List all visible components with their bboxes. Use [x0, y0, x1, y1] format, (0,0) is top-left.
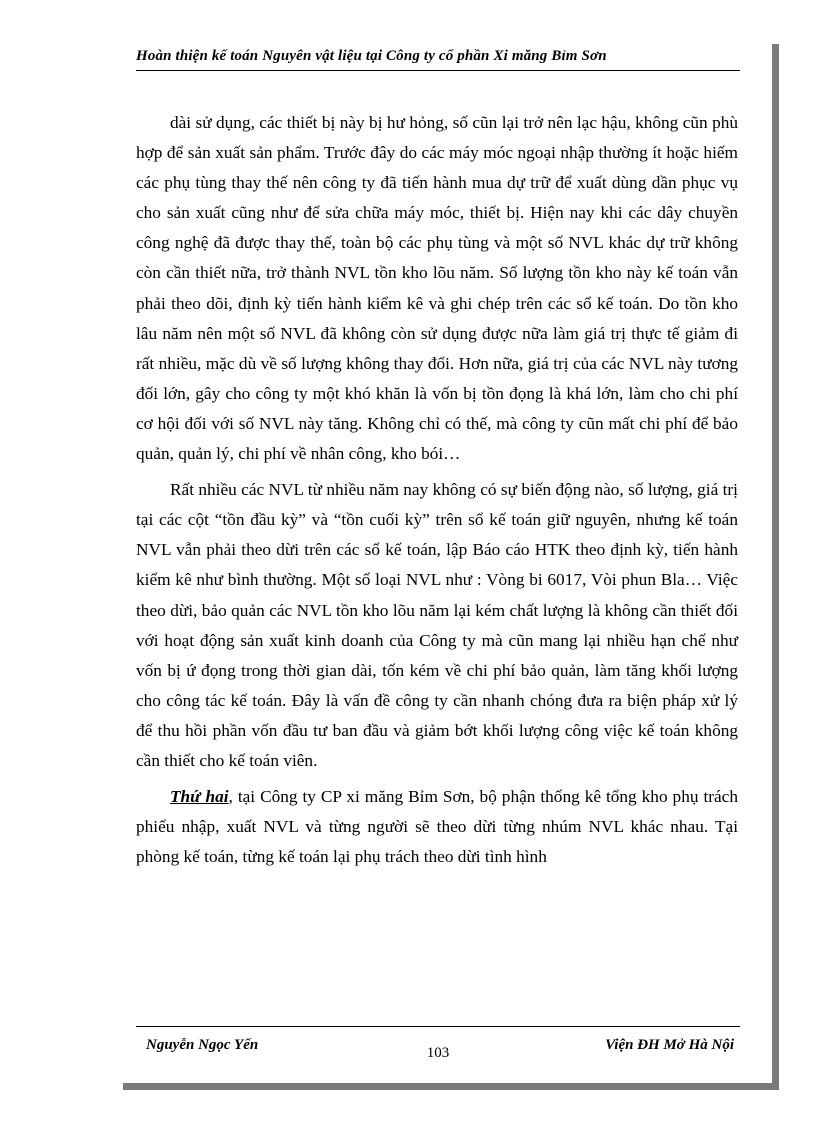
footer-rule: [136, 1026, 740, 1027]
paragraph-3-text: , tại Công ty CP xi măng Bỉm Sơn, bộ phận thống kê tổng kho phụ trách phiếu nhập, xuất NVL và từng người sẽ theo dừi từng nhúm NVL khác nhau. Tại phòng kế toán, từng kế toán lại phụ trách theo dừi tình hình: [136, 787, 738, 867]
body-text: [136, 108, 738, 872]
footer-institution: Viện ĐH Mở Hà Nội: [605, 1037, 734, 1053]
paragraph-3: [136, 782, 738, 872]
page-frame-shadow-right: [772, 44, 779, 1087]
page-frame-shadow-bottom: [123, 1083, 779, 1090]
header-rule: [136, 70, 740, 71]
running-header-title: Hoàn thiện kế toán Nguyên vật liệu tại Công ty cổ phần Xi măng Bỉm Sơn: [136, 48, 607, 64]
paragraph-3-run-in-heading: Thứ hai: [170, 787, 229, 807]
paragraph-2: Rất nhiều các NVL từ nhiều năm nay không có sự biến động nào, số lượng, giá trị tại các cột “tồn đầu kỳ” và “tồn cuối kỳ” trên sổ kế toán giữ nguyên, nhưng kế toán NVL vẫn phải theo dừi trên các sổ kế toán, lập Báo cáo HTK theo định kỳ, tiến hành kiểm kê như bình thường. Một số loại NVL như : Vòng bi 6017, Vòi phun Bla… Việc theo dừi, bảo quản các NVL tồn kho lõu năm lại kém chất lượng là không cần thiết đối với hoạt động sản xuất kinh doanh của Công ty mà cũn mang lại nhiều hạn chế như vốn bị ứ đọng trong thời gian dài, tốn kém về chi phí bảo quản, làm tăng khối lượng cho công tác kế toán. Đây là vấn đề công ty cần nhanh chóng đưa ra biện pháp xử lý để thu hồi phần vốn đầu tư ban đầu và giảm bớt khối lượng công việc kế toán không cần thiết cho kế toán viên.: [136, 480, 738, 770]
footer-author: Nguyễn Ngọc Yến: [146, 1037, 259, 1053]
paragraph-1: dài sử dụng, các thiết bị này bị hư hỏng, số cũn lại trở nên lạc hậu, không cũn phù hợp để sản xuất sản phẩm. Trước đây do các máy móc ngoại nhập thường ít hoặc hiếm các phụ tùng thay thế nên công ty đã tiến hành mua dự trữ để xuất dùng dần phục vụ cho sản xuất cũng như để sửa chữa máy móc, thiết bị. Hiện nay khi các dây chuyền công nghệ đã được thay thế, toàn bộ các phụ tùng và một số NVL khác dự trữ không còn cần thiết nữa, trở thành NVL tồn kho lõu năm. Số lượng tồn kho này kế toán vẫn phải theo dõi, định kỳ tiến hành kiểm kê và ghi chép trên các sổ kế toán. Do tồn kho lâu năm nên một số NVL đã không còn sử dụng được nữa làm giá trị thực tế giảm đi rất nhiều, mặc dù về số lượng không thay đổi. Hơn nữa, giá trị của các NVL này tương đối lớn, gây cho công ty một khó khăn là vốn bị tồn đọng là khá lớn, làm cho chi phí cơ hội đối với số NVL này tăng. Không chỉ có thế, mà công ty cũn mất chi phí để bảo quản, quản lý, chi phí về nhân công, kho bói…: [136, 113, 738, 464]
page-number: 103: [426, 1045, 450, 1061]
